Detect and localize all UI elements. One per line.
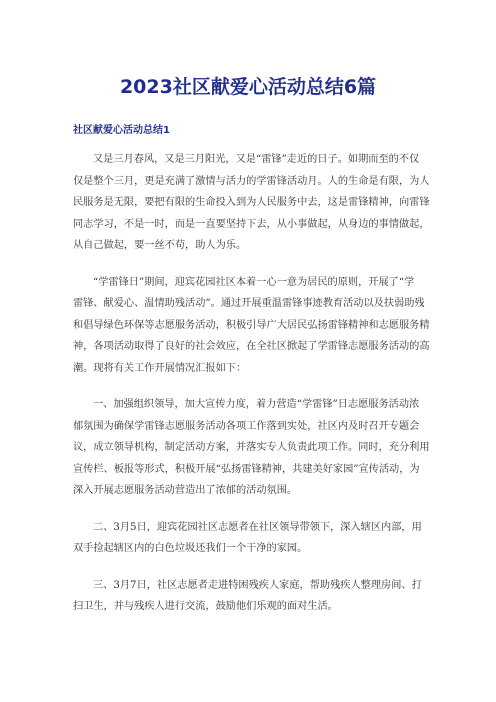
paragraph-line: 扫卫生，并与残疾人进行交流，鼓励他们乐观的面对生活。 — [73, 601, 338, 612]
paragraph-line: 宣传栏、板报等形式，积极开展“弘扬雷锋精神，共建美好家园”宣传活动，为 — [73, 463, 420, 475]
paragraph-line: 深入开展志愿服务活动营造出了浓郁的活动氛围。 — [73, 485, 298, 496]
paragraph-2 — [73, 272, 437, 380]
paragraph-line: 议，成立领导机构，制定活动方案，并落实专人负责此项工作。同时，充分利用 — [73, 442, 430, 453]
paragraph-line: 三、3月7日，社区志愿者走进特困残疾人家庭，帮助残疾人整理房间、打 — [93, 579, 422, 591]
paragraph-line: 二、3月5日，迎宾花园社区志愿者在社区领导带领下，深入辖区内部，用 — [93, 521, 422, 533]
paragraph-line: 仅是整个三月，更是充满了激情与活力的学雷锋活动月。人的生命是有限，为人 — [73, 175, 430, 187]
paragraph-4 — [73, 517, 437, 560]
paragraph-line: 雷锋、献爱心、温情助残活动”。通过开展重温雷锋事迹教育活动以及扶弱助残 — [73, 298, 425, 309]
paragraph-line: 潮。现将有关工作开展情况汇报如下： — [73, 362, 247, 374]
paragraph-line: 神，各项活动取得了良好的社会效应，在全社区掀起了学雷锋志愿服务活动的高 — [73, 341, 430, 352]
paragraph-line: “学雷锋日”期间，迎宾花园社区本着一心一意为居民的原则，开展了“学 — [93, 276, 415, 288]
section-heading: 社区献爱心活动总结1 — [73, 125, 170, 136]
paragraph-line: 一、加强组织领导，加大宣传力度，着力营造“学雷锋”日志愿服务活动浓 — [93, 399, 420, 410]
paragraph-line: 郁氛围为确保学雷锋志愿服务活动各项工作落到实处，社区内及时召开专题会 — [73, 420, 420, 432]
paragraph-3 — [73, 394, 437, 502]
paragraph-line: 从自己做起，要一丝不苟，助人为乐。 — [73, 240, 247, 251]
paragraph-line: 民服务是无限，要把有限的生命投入到为人民服务中去，这是雷锋精神，向雷锋 — [73, 197, 430, 208]
paragraph-line: 和倡导绿色环保等志愿服务活动，积极引导广大居民弘扬雷锋精神和志愿服务精 — [73, 319, 430, 331]
paragraph-1 — [73, 149, 437, 257]
paragraph-line: 双手捡起辖区内的白色垃圾还我们一个干净的家园。 — [73, 543, 308, 554]
paragraph-line: 同志学习，不是一时，而是一直要坚持下去，从小事做起，从身边的事情做起， — [73, 218, 430, 230]
paragraph-5 — [73, 575, 437, 618]
document-title: 2023社区献爱心活动总结6篇 — [119, 76, 377, 98]
document-body — [73, 149, 437, 633]
paragraph-line: 又是三月春风，又是三月阳光，又是“雷锋”走近的日子。如期而至的不仅 — [93, 154, 420, 165]
